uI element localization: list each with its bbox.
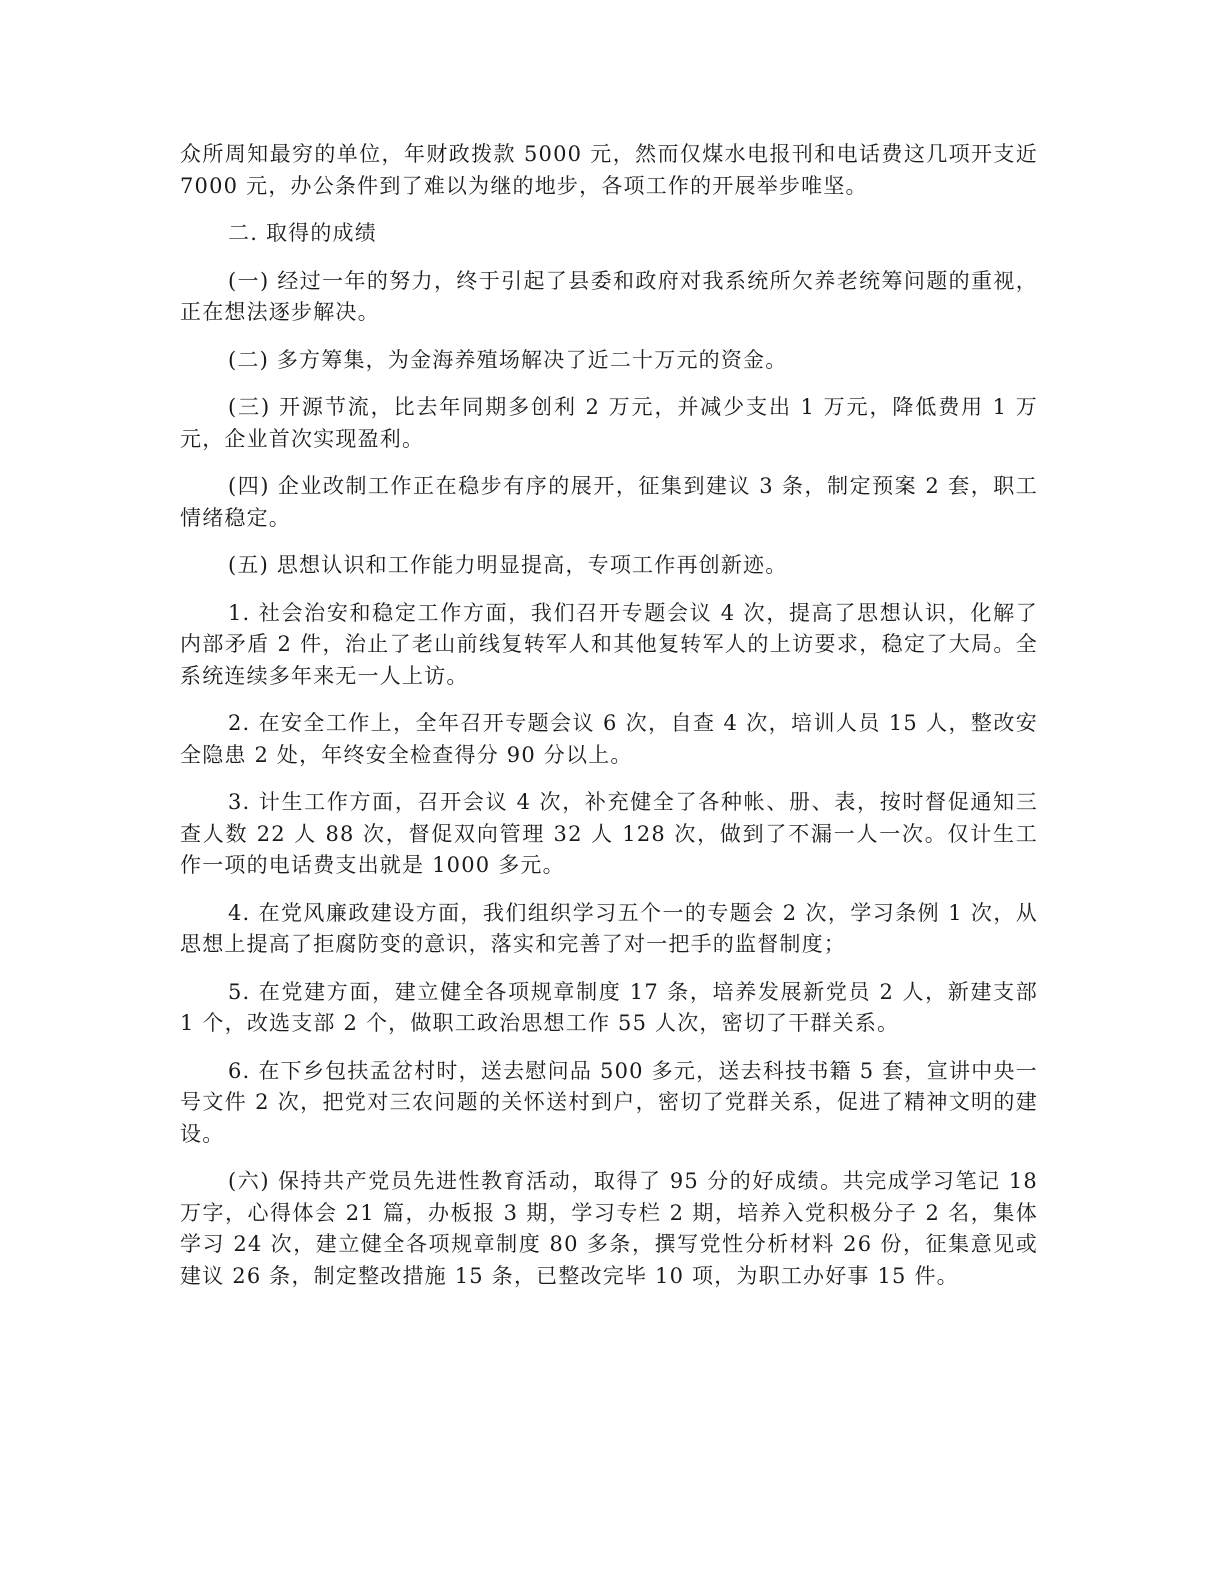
document-body [180,139,1038,1308]
paragraph-item-6: (六) 保持共产党员先进性教育活动，取得了 95 分的好成绩。共完成学习笔记 18 万字，心得体会 21 篇，办板报 3 期，学习专栏 2 期，培养入党积极分子 2 名，集体学习 24 次，建立健全各项规章制度 80 多条，撰写党性分析材料 26 份，征集意见或建议 26 条，制定整改措施 15 条，已整改完毕 10 项，为职工办好事 15 件。 [180,1169,1038,1288]
paragraph-item-1: (一) 经过一年的努力，终于引起了县委和政府对我系统所欠养老统筹问题的重视，正在想法逐步解决。 [180,268,1038,324]
paragraph-subitem-3: 3. 计生工作方面，召开会议 4 次，补充健全了各种帐、册、表，按时督促通知三查人数 22 人 88 次，督促双向管理 32 人 128 次，做到了不漏一人一次。仅计生工作一项的电话费支出就是 1000 多元。 [180,790,1038,877]
paragraph-subitem-2: 2. 在安全工作上，全年召开专题会议 6 次，自查 4 次，培训人员 15 人，整改安全隐患 2 处，年终安全检查得分 90 分以上。 [180,711,1038,767]
paragraph-subitem-5: 5. 在党建方面，建立健全各项规章制度 17 条，培养发展新党员 2 人，新建支部 1 个，改选支部 2 个，做职工政治思想工作 55 人次，密切了干群关系。 [180,979,1038,1035]
paragraph-subitem-6: 6. 在下乡包扶孟岔村时，送去慰问品 500 多元，送去科技书籍 5 套，宣讲中央一号文件 2 次，把党对三农问题的关怀送村到户，密切了党群关系，促进了精神文明的建设。 [180,1058,1038,1146]
paragraph-subitem-1: 1. 社会治安和稳定工作方面，我们召开专题会议 4 次，提高了思想认识，化解了内部矛盾 2 件，治止了老山前线复转军人和其他复转军人的上访要求，稳定了大局。全系统连续多年来无一人上访。 [180,600,1038,688]
paragraph-subitem-4: 4. 在党风廉政建设方面，我们组织学习五个一的专题会 2 次，学习条例 1 次，从思想上提高了拒腐防变的意识，落实和完善了对一把手的监督制度； [180,900,1038,956]
paragraph-item-4: (四) 企业改制工作正在稳步有序的展开，征集到建议 3 条，制定预案 2 套，职工情绪稳定。 [180,474,1038,530]
section-heading-achievements: 二. 取得的成绩 [228,221,377,245]
paragraph-item-3: (三) 开源节流，比去年同期多创利 2 万元，并减少支出 1 万元，降低费用 1 万元，企业首次实现盈利。 [180,395,1038,451]
paragraph-intro: 众所周知最穷的单位，年财政拨款 5000 元，然而仅煤水电报刊和电话费这几项开支近 7000 元，办公条件到了难以为继的地步，各项工作的开展举步唯坚。 [180,142,1038,198]
paragraph-item-5: (五) 思想认识和工作能力明显提高，专项工作再创新迹。 [228,553,788,577]
paragraph-item-2: (二) 多方筹集，为金海养殖场解决了近二十万元的资金。 [228,347,788,372]
